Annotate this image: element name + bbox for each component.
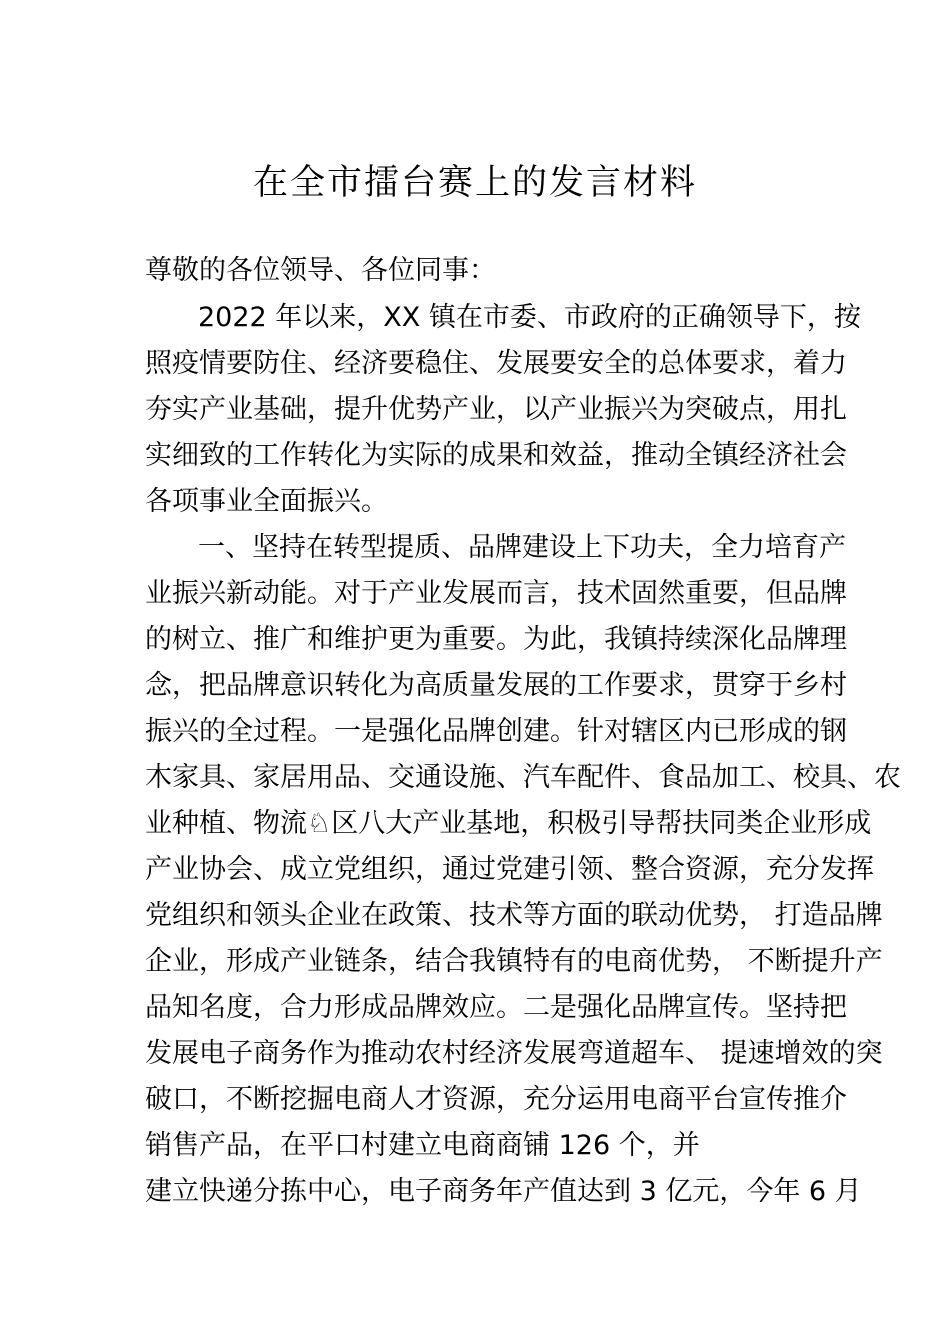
paragraph-line: 业振兴新动能。对于产业发展而言，技术固然重要，但品牌 [145,578,847,609]
paragraph-line: 销售产品，在平口村建立电商商铺 126 个，并 [145,1130,700,1161]
paragraph-line: 照疫情要防住、经济要稳住、发展要安全的总体要求，着力 [145,348,847,379]
paragraph-line: 实细致的工作转化为实际的成果和效益，推动全镇经济社会 [145,440,847,471]
paragraph-line: 企业，形成产业链条，结合我镇特有的电商优势， 不断提升产 [145,946,883,977]
paragraph-line: 木家具、家居用品、交通设施、汽车配件、食品加工、校具、农 [145,762,901,793]
paragraph-line: 振兴的全过程。一是强化品牌创建。针对辖区内已形成的钢 [145,716,847,747]
paragraph-line: 发展电子商务作为推动农村经济发展弯道超车、 提速增效的突 [145,1038,883,1069]
salutation: 尊敬的各位领导、各位同事： [145,255,496,286]
paragraph-line: 各项事业全面振兴。 [145,486,388,517]
paragraph-line: 2022 年以来，XX 镇在市委、市政府的正确领导下，按 [198,302,861,333]
paragraph-line: 业种植、物流♘区八大产业基地，积极引导帮扶同类企业形成 [145,808,872,839]
paragraph-line: 品知名度，合力形成品牌效应。二是强化品牌宣传。坚持把 [145,992,847,1023]
document-title: 在全市擂台赛上的发言材料 [252,163,697,203]
paragraph-line: 夯实产业基础，提升优势产业，以产业振兴为突破点，用扎 [145,394,847,425]
paragraph-line: 建立快递分拣中心，电子商务年产值达到 3 亿元，今年 6 月 [145,1176,862,1207]
paragraph-line: 的树立、推广和维护更为重要。为此，我镇持续深化品牌理 [145,624,847,655]
paragraph-line: 破口，不断挖掘电商人才资源，充分运用电商平台宣传推介 [145,1084,847,1115]
paragraph-line: 念，把品牌意识转化为高质量发展的工作要求，贯穿于乡村 [145,670,847,701]
paragraph-line: 党组织和领头企业在政策、技术等方面的联动优势， 打造品牌 [145,900,883,931]
paragraph-line: 产业协会、成立党组织，通过党建引领、整合资源，充分发挥 [145,854,874,885]
paragraph-line: 一、坚持在转型提质、品牌建设上下功夫，全力培育产 [198,532,846,563]
